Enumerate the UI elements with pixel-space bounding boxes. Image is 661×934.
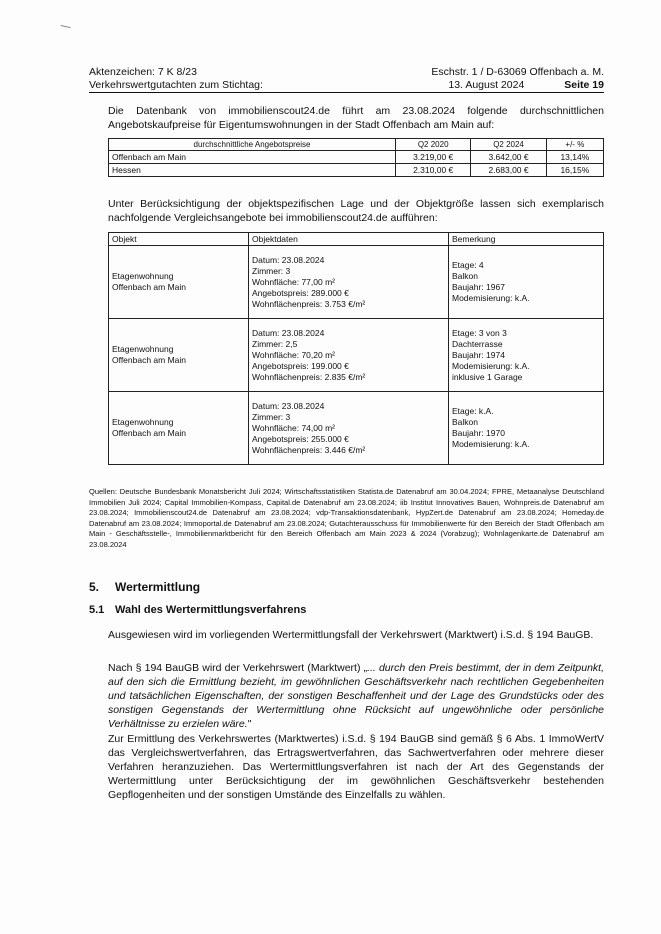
paragraph-3: Zur Ermittlung des Verkehrswertes (Marktwertes) i.S.d. § 194 BauGB sind gemäß § 6 Abs. 1 ImmoWertV das Vergleichswertverfahren, das Ertragswertverfahren, das Sachwertverfahren oder mehrere dieser Verfahren heranzuziehen. Das Wertermittlungsverfahren ist nach der Art des Gegenstands der Wertermittlung unter Berücksichtigung der im gewöhnlichen Geschäftsverkehr bestehenden Gepflogenheiten und der sonstigen Umstände des Einzelfalls zu wählen. bbox=[108, 733, 604, 801]
subsection-heading bbox=[89, 604, 306, 616]
subsection-title: Wahl des Wertermittlungsverfahrens bbox=[115, 604, 307, 616]
intro-paragraph-1: Die Datenbank von immobilienscout24.de führt am 23.08.2024 folgende durchschnittlichen Angebotskaufpreise für Eigentumswohnungen in der Stadt Offenbach am Main auf: bbox=[108, 105, 604, 131]
table-cell: 3.219,00 € bbox=[396, 151, 471, 164]
offers-table bbox=[108, 232, 604, 465]
offer-data: Datum: 23.08.2024 Zimmer: 3 Wohnfläche: 77,00 m² Angebotspreis: 289.000 € Wohnflächenpreis: 3.753 €/m² bbox=[249, 246, 449, 319]
offer-data: Datum: 23.08.2024 Zimmer: 3 Wohnfläche: 74,00 m² Angebotspreis: 255.000 € Wohnflächenpreis: 3.446 €/m² bbox=[249, 392, 449, 465]
paragraph-2 bbox=[108, 661, 604, 731]
section-title: Wertermittlung bbox=[115, 580, 201, 594]
intro-paragraph-2: Unter Berücksichtigung der objektspezifischen Lage und der Objektgröße lassen sich exemplarisch nachfolgende Vergleichsangebote bei immobilienscout24.de aufführen: bbox=[108, 198, 604, 224]
table-cell: 2.310,00 € bbox=[396, 164, 471, 177]
table-row bbox=[109, 246, 604, 319]
table-header: Q2 2024 bbox=[471, 139, 546, 151]
subsection-number: 5.1 bbox=[89, 604, 105, 616]
table-row bbox=[109, 164, 604, 177]
legal-quote: ... durch den Preis bestimmt, der in dem Zeitpunkt, auf den sich die Ermittlung bezieht, im gewöhnlichen Geschäftsverkehr nach rechtlichen Gegebenheiten und tatsächlichen Eigenschaften, der sonstigen Beschaffenheit und der Lage des Grundstücks oder des sonstigen Gegenstands der Wertermittlung ohne Rücksicht auf ungewöhnliche oder persönliche Verhältnisse zu erzielen wäre. bbox=[108, 662, 604, 730]
offers-table-wrap bbox=[108, 232, 604, 465]
offer-data: Datum: 23.08.2024 Zimmer: 2,5 Wohnfläche: 70,20 m² Angebotspreis: 199.000 € Wohnflächenpreis: 2.835 €/m² bbox=[249, 319, 449, 392]
table-cell: 16,15% bbox=[546, 164, 603, 177]
report-label: Verkehrswertgutachten zum Stichtag: bbox=[89, 79, 263, 91]
offer-remark: Etage: k.A. Balkon Baujahr: 1970 Modemisierung: k.A. bbox=[449, 392, 604, 465]
table-header: Objekt bbox=[109, 233, 249, 246]
paragraph-2-end: " bbox=[247, 718, 252, 730]
table-row bbox=[109, 151, 604, 164]
paragraph-1: Ausgewiesen wird im vorliegenden Wertermittlungsfall der Verkehrswert (Marktwert) i.S.d. § 194 BauGB. bbox=[108, 629, 594, 641]
sources-note: Quellen: Deutsche Bundesbank Monatsbericht Juli 2024; Wirtschaftsstatistiken Statista.de Datenabruf am 30.04.2024; FPRE, Metaanalyse Deutschland Immobilien Juli 2024; Capital Immobilien-Kompass, Capital.de Datenabruf am 23.08.2024; iib Institut Innovatives Bauen, Wohnpreis.de Datenabruf am 23.08.2024; Immobilienscout24.de Datenabruf am 23.08.2024; vdp-Transaktionsdatenbank, HypZert.de Datenabruf am 23.08.2024; Homeday.de Datenabruf am 23.08.2024; Immoportal.de Datenabruf am 23.08.2024; Gutachterausschuss für Immobilienwerte für den Bereich der Stadt Offenbach am Main - Geschäftsstelle-, Immobilienmarktbericht für den Bereich Offenbach am Main 2023 & 2024 (Vorabzug); Wohnlagenkarte.de Datenabruf am 23.08.2024 bbox=[89, 487, 604, 549]
table-cell: Hessen bbox=[109, 164, 396, 177]
table-header-row bbox=[109, 139, 604, 151]
table-row bbox=[109, 319, 604, 392]
address: Eschstr. 1 / D-63069 Offenbach a. M. bbox=[431, 66, 604, 78]
case-number: Aktenzeichen: 7 K 8/23 bbox=[89, 66, 197, 78]
report-date: 13. August 2024 bbox=[448, 79, 525, 91]
offer-object: Etagenwohnung Offenbach am Main bbox=[109, 246, 249, 319]
page-number: Seite 19 bbox=[564, 79, 604, 91]
section-heading bbox=[89, 580, 200, 594]
offer-remark: Etage: 3 von 3 Dachterrasse Baujahr: 1974 Modemisierung: k.A. inklusive 1 Garage bbox=[449, 319, 604, 392]
table-cell: 13,14% bbox=[546, 151, 603, 164]
table-cell: Offenbach am Main bbox=[109, 151, 396, 164]
page-header bbox=[89, 66, 604, 93]
price-table bbox=[108, 138, 604, 177]
table-header-row bbox=[109, 233, 604, 246]
section-number: 5. bbox=[89, 580, 100, 594]
scan-mark bbox=[59, 25, 70, 34]
table-header: Bemerkung bbox=[449, 233, 604, 246]
offer-object: Etagenwohnung Offenbach am Main bbox=[109, 392, 249, 465]
table-cell: 3.642,00 € bbox=[471, 151, 546, 164]
offer-remark: Etage: 4 Balkon Baujahr: 1967 Modemisierung: k.A. bbox=[449, 246, 604, 319]
table-header: Objektdaten bbox=[249, 233, 449, 246]
table-header: durchschnittliche Angebotspreise bbox=[109, 139, 396, 151]
offer-object: Etagenwohnung Offenbach am Main bbox=[109, 319, 249, 392]
table-row bbox=[109, 392, 604, 465]
table-header: Q2 2020 bbox=[396, 139, 471, 151]
price-table-wrap bbox=[108, 138, 604, 177]
table-cell: 2.683,00 € bbox=[471, 164, 546, 177]
table-header: +/- % bbox=[546, 139, 603, 151]
paragraph-2-lead: Nach § 194 BauGB wird der Verkehrswert (Marktwert) „ bbox=[108, 662, 368, 674]
